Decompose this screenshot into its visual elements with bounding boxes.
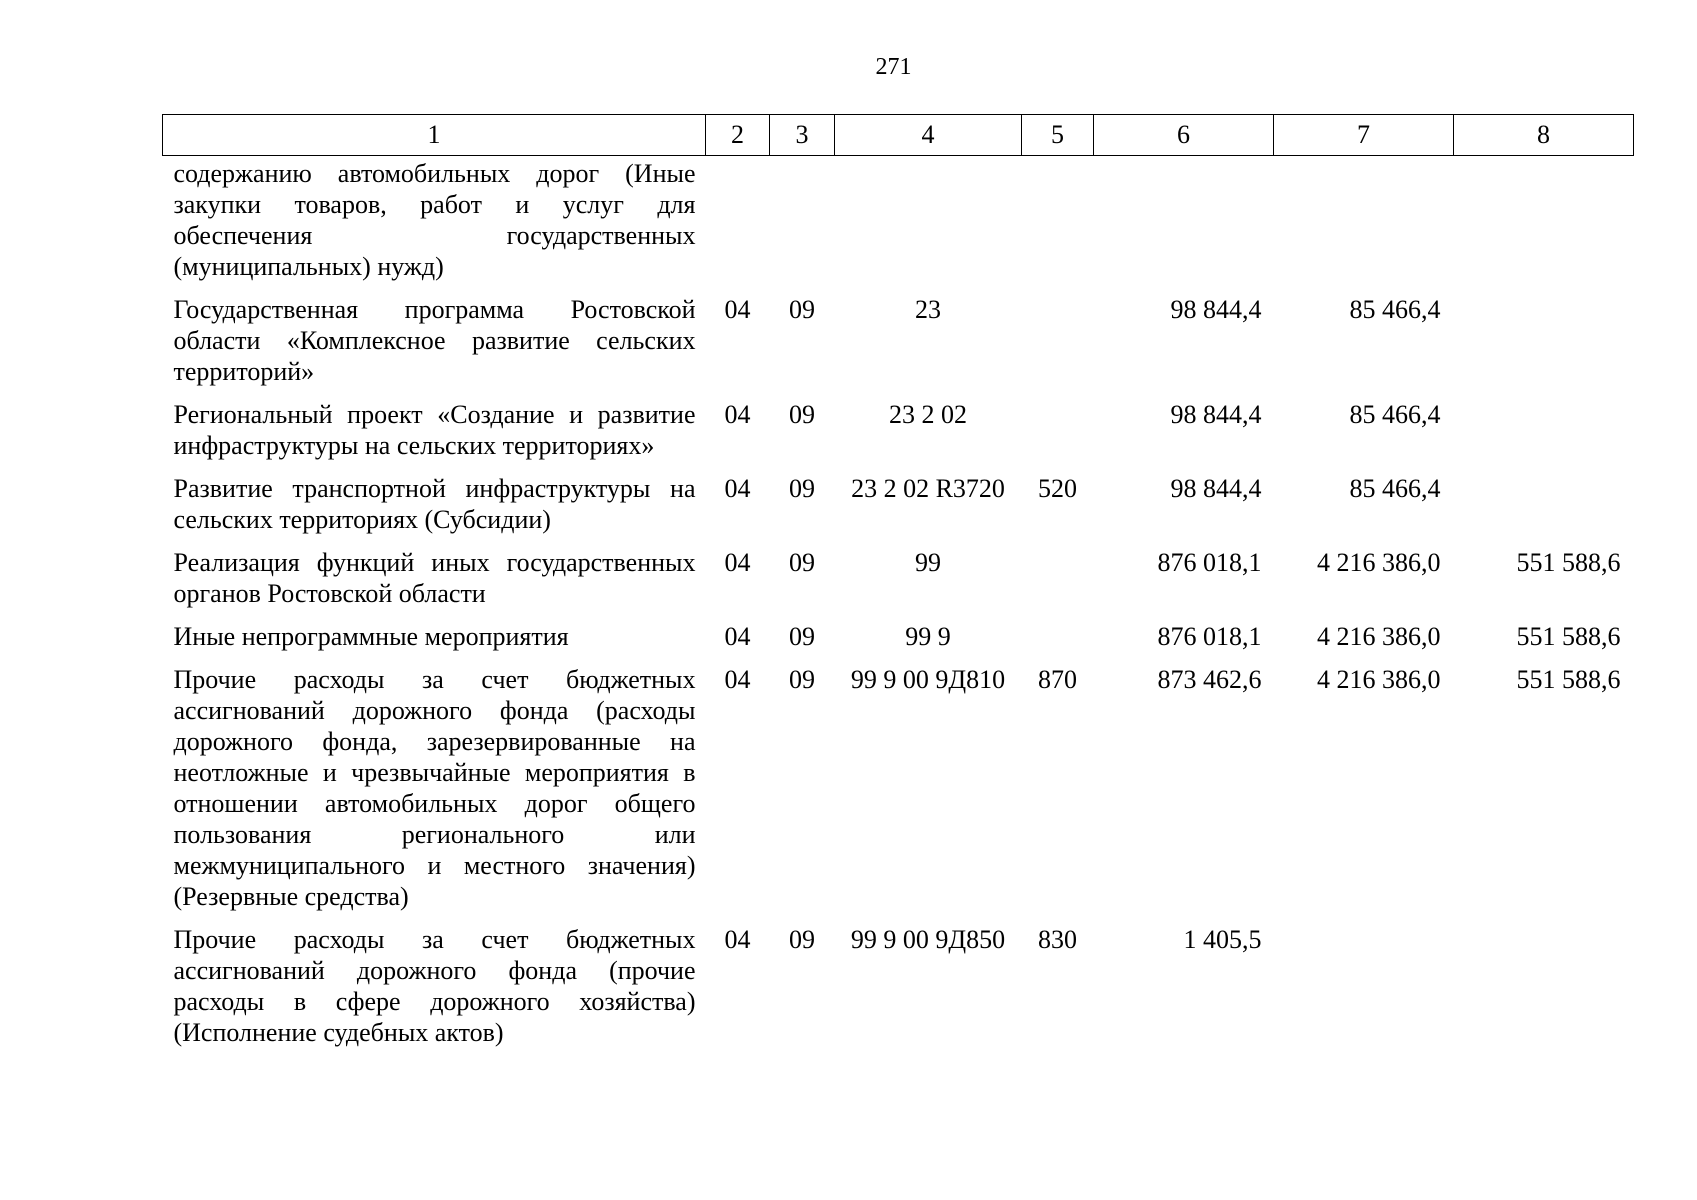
row-description: Прочие расходы за счет бюджетных ассигнований дорожного фонда (прочие расходы в сфере дорожного хозяйства) (Исполнение судебных актов) [173,925,696,1047]
target-article-code [835,156,1022,295]
target-article-code: 23 2 02 [889,400,967,429]
subsection-code: 09 [789,400,815,429]
table-row [163,156,1634,295]
column-header: 3 [770,115,835,156]
amount-col-8: 551 588,6 [1516,622,1621,651]
target-article-code: 99 9 [905,622,951,651]
expense-type-code: 870 [1038,665,1077,694]
subsection-code [770,156,835,295]
section-code [706,156,770,295]
amount-col-7: 4 216 386,0 [1317,665,1441,694]
table-row [163,294,1634,399]
amount-col-8 [1454,399,1634,473]
table-row [163,664,1634,924]
row-description: Государственная программа Ростовской области «Комплексное развитие сельских территорий» [173,295,696,386]
target-article-code: 99 9 00 9Д850 [850,925,1006,954]
expense-type-code [1022,294,1094,399]
row-description: содержанию автомобильных дорог (Иные закупки товаров, работ и услуг для обеспечения государственных (муниципальных) нужд) [173,159,696,281]
row-description: Региональный проект «Создание и развитие инфраструктуры на сельских территориях» [173,400,696,460]
subsection-code: 09 [789,295,815,324]
amount-col-7: 85 466,4 [1349,474,1441,503]
column-header: 5 [1022,115,1094,156]
amount-col-8: 551 588,6 [1516,548,1621,577]
table-row [163,924,1634,1060]
amount-col-7: 4 216 386,0 [1317,622,1441,651]
table-row [163,399,1634,473]
section-code: 04 [724,295,751,324]
column-header: 7 [1274,115,1454,156]
section-code: 04 [724,400,751,429]
amount-col-6: 873 462,6 [1157,665,1262,694]
section-code: 04 [724,474,751,503]
amount-col-8 [1454,156,1634,295]
expense-type-code [1022,399,1094,473]
amount-col-6: 98 844,4 [1170,295,1262,324]
amount-col-6: 876 018,1 [1157,548,1262,577]
amount-col-6: 98 844,4 [1170,400,1262,429]
amount-col-8 [1454,924,1634,1060]
section-code: 04 [724,622,751,651]
target-article-code: 23 2 02 R3720 [851,474,1005,503]
subsection-code: 09 [789,548,815,577]
table-row [163,621,1634,664]
subsection-code: 09 [789,622,815,651]
amount-col-7: 85 466,4 [1349,400,1441,429]
amount-col-6: 1 405,5 [1183,925,1262,954]
amount-col-6: 98 844,4 [1170,474,1262,503]
expense-type-code [1022,621,1094,664]
amount-col-6 [1094,156,1274,295]
target-article-code: 99 [915,548,941,577]
table-row [163,473,1634,547]
header-row [163,115,1634,156]
row-description: Развитие транспортной инфраструктуры на сельских территориях (Субсидии) [173,474,696,534]
expense-type-code: 830 [1038,925,1077,954]
amount-col-6: 876 018,1 [1157,622,1262,651]
table-row [163,547,1634,621]
column-header: 6 [1094,115,1274,156]
amount-col-7: 4 216 386,0 [1317,548,1441,577]
page-number: 271 [875,54,912,80]
column-header: 2 [706,115,770,156]
section-code: 04 [724,665,751,694]
section-code: 04 [724,925,751,954]
expense-type-code: 520 [1038,474,1077,503]
subsection-code: 09 [789,925,815,954]
subsection-code: 09 [789,474,815,503]
amount-col-7 [1274,156,1454,295]
target-article-code: 99 9 00 9Д810 [850,665,1006,694]
expense-type-code [1022,156,1094,295]
column-header: 8 [1454,115,1634,156]
expense-type-code [1022,547,1094,621]
column-header: 1 [163,115,706,156]
target-article-code: 23 [915,295,941,324]
row-description: Реализация функций иных государственных органов Ростовской области [173,548,696,608]
amount-col-7 [1274,924,1454,1060]
amount-col-8 [1454,294,1634,399]
row-description: Иные непрограммные мероприятия [173,622,569,651]
section-code: 04 [724,548,751,577]
amount-col-8: 551 588,6 [1516,665,1621,694]
amount-col-7: 85 466,4 [1349,295,1441,324]
subsection-code: 09 [789,665,815,694]
amount-col-8 [1454,473,1634,547]
row-description: Прочие расходы за счет бюджетных ассигнований дорожного фонда (расходы дорожного фонда, зарезервированные на неотложные и чрезвычайные мероприятия в отношении автомобильных дорог общего пользования регионального или межмуниципального и местного значения) (Резервные средства) [173,665,696,911]
budget-table [162,114,1634,1060]
column-header: 4 [835,115,1022,156]
